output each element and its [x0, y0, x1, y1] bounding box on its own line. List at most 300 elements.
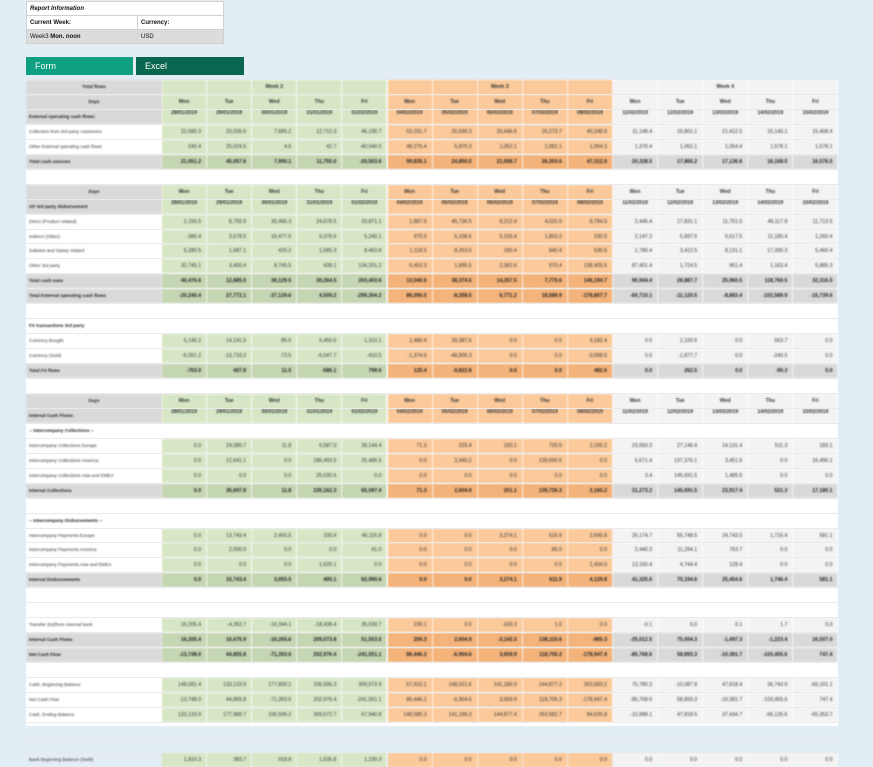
value-cell[interactable]: 25,273.7 [523, 125, 568, 139]
value-cell[interactable]: 0.0 [162, 469, 207, 483]
value-cell[interactable]: 20,446.6 [478, 125, 523, 139]
value-cell[interactable]: -410.5 [342, 349, 387, 363]
value-cell[interactable]: 0.0 [207, 469, 252, 483]
value-cell[interactable]: 141,186.9 [478, 678, 523, 692]
value-cell[interactable]: 0.0 [793, 618, 838, 632]
value-cell[interactable]: -73.5 [252, 349, 297, 363]
value-cell[interactable]: 0.0 [793, 543, 838, 557]
value-cell[interactable]: -6,047.7 [297, 349, 342, 363]
tab-excel[interactable]: Excel [136, 57, 244, 75]
value-cell[interactable]: 133,133.9 [162, 708, 207, 722]
value-cell[interactable]: 6,452.3 [388, 259, 433, 273]
value-cell[interactable]: 1,085.3 [297, 244, 342, 258]
value-cell[interactable]: 2,455.5 [252, 529, 297, 543]
value-cell[interactable]: 0.0 [388, 558, 433, 572]
value-cell[interactable]: -10,988.1 [613, 708, 658, 722]
value-cell[interactable]: 145,691.5 [658, 469, 703, 483]
value-cell[interactable]: 763.7 [703, 543, 748, 557]
value-cell[interactable]: 1,480.4 [388, 334, 433, 348]
value-cell[interactable]: 27,146.4 [658, 439, 703, 453]
value-cell[interactable]: 0.0 [568, 543, 613, 557]
value-cell[interactable]: 20,590.3 [433, 125, 478, 139]
value-cell[interactable]: -10,381.7 [703, 693, 748, 707]
value-cell[interactable]: 0.0 [433, 618, 478, 632]
value-cell[interactable]: 383.7 [207, 753, 252, 767]
value-cell: 203,403.6 [342, 274, 387, 288]
value-cell[interactable]: 14,131.4 [703, 439, 748, 453]
value-cell[interactable]: 53,291.7 [388, 125, 433, 139]
value-cell[interactable]: 5,617.5 [703, 230, 748, 244]
value-cell[interactable]: 15,140.1 [748, 125, 793, 139]
value-cell[interactable]: 0.0 [342, 558, 387, 572]
value-cell[interactable]: 24,743.5 [703, 529, 748, 543]
value-cell[interactable]: 8,784.5 [568, 215, 613, 229]
value-cell[interactable]: 85.5 [252, 334, 297, 348]
value-cell[interactable]: 39,144.4 [342, 439, 387, 453]
value-cell[interactable]: 84,635.8 [568, 708, 613, 722]
value-cell[interactable]: 21,412.5 [703, 125, 748, 139]
value-cell[interactable]: 2,440.3 [613, 543, 658, 557]
value-cell[interactable]: 240.4 [162, 140, 207, 154]
value-cell[interactable]: 202,976.4 [297, 693, 342, 707]
value-cell[interactable]: 0.0 [568, 753, 613, 767]
value-cell[interactable]: -66,126.6 [748, 708, 793, 722]
value-cell[interactable]: 0.0 [748, 469, 793, 483]
value-cell[interactable]: 1,578.1 [793, 140, 838, 154]
value-cell[interactable]: 0.0 [793, 753, 838, 767]
value-cell[interactable]: 0.0 [433, 543, 478, 557]
value-cell[interactable]: 148,081.4 [162, 678, 207, 692]
value-cell[interactable]: 1,376.4 [613, 140, 658, 154]
value-cell[interactable]: 1,064.4 [703, 140, 748, 154]
value-cell[interactable]: 2,165.2 [568, 439, 613, 453]
value-cell[interactable]: 536.6 [568, 244, 613, 258]
value-cell: 400.1 [297, 573, 342, 587]
value-cell[interactable]: -103,455.6 [748, 693, 793, 707]
value-cell[interactable]: 1,780.4 [613, 244, 658, 258]
value-cell[interactable]: 16,801.1 [658, 125, 703, 139]
value-cell[interactable]: -48,805.3 [433, 349, 478, 363]
value-cell[interactable]: 128.4 [703, 558, 748, 572]
value-cell[interactable]: 0.0 [748, 454, 793, 468]
value-cell[interactable]: 747.4 [793, 693, 838, 707]
value-cell[interactable]: 3.4 [613, 469, 658, 483]
value-cell[interactable]: 25,030.6 [297, 469, 342, 483]
value-cell[interactable]: 5,460.4 [793, 244, 838, 258]
value-cell[interactable]: 30,466.3 [252, 215, 297, 229]
value-cell[interactable]: 5,671.4 [613, 454, 658, 468]
value-cell[interactable]: -65,353.7 [793, 708, 838, 722]
value-cell[interactable]: 0.0 [703, 753, 748, 767]
grid-line [26, 169, 838, 170]
value-cell[interactable]: 1,724.5 [658, 259, 703, 273]
value-cell[interactable]: 4.6 [252, 140, 297, 154]
value-cell[interactable]: 118,705.3 [523, 693, 568, 707]
value-cell[interactable]: 3,274.1 [478, 529, 523, 543]
value-cell[interactable]: 17,390.3 [748, 244, 793, 258]
value-cell[interactable]: 1,716.4 [748, 529, 793, 543]
value-cell[interactable]: 8,463.8 [342, 244, 387, 258]
value-cell[interactable]: -1,877.7 [658, 349, 703, 363]
value-cell[interactable]: 24,080.7 [207, 439, 252, 453]
day-name: Tue [675, 98, 685, 105]
value-cell[interactable]: 0.0 [388, 469, 433, 483]
value-cell[interactable]: 0.0 [388, 529, 433, 543]
value-cell[interactable]: 137,376.1 [658, 454, 703, 468]
value-cell[interactable]: 0.0 [748, 558, 793, 572]
value-cell[interactable]: 0.0 [433, 558, 478, 572]
value-cell[interactable]: 1.0 [523, 618, 568, 632]
value-cell[interactable]: 0.0 [793, 349, 838, 363]
value-cell[interactable]: 0.0 [342, 469, 387, 483]
value-cell[interactable]: 86,446.2 [388, 693, 433, 707]
value-cell[interactable]: 0.0 [703, 349, 748, 363]
value-cell[interactable]: 26,174.7 [613, 529, 658, 543]
value-cell[interactable]: 25,486.5 [342, 454, 387, 468]
value-cell[interactable]: -6,904.6 [433, 693, 478, 707]
value-cell[interactable]: 46,117.8 [748, 215, 793, 229]
value-cell[interactable]: 86.0 [523, 543, 568, 557]
value-cell[interactable]: 1,895.5 [433, 259, 478, 273]
value-cell[interactable]: 0.0 [433, 753, 478, 767]
value-cell[interactable]: 0.0 [613, 753, 658, 767]
currency-value[interactable]: USD [138, 30, 224, 44]
value-cell[interactable]: 8,212.4 [478, 215, 523, 229]
value-cell[interactable]: 0.0 [207, 558, 252, 572]
value-cell[interactable]: 720.5 [523, 439, 568, 453]
value-cell[interactable]: 0.0 [478, 334, 523, 348]
value-cell[interactable]: 44,855.8 [207, 693, 252, 707]
value-cell[interactable]: 225.4 [433, 439, 478, 453]
value-cell[interactable]: 0.0 [162, 529, 207, 543]
value-cell[interactable]: 239.1 [388, 618, 433, 632]
value-cell[interactable]: -241,551.1 [342, 693, 387, 707]
value-cell[interactable]: 0.0 [478, 469, 523, 483]
value-cell[interactable]: 20,035.6 [207, 125, 252, 139]
value-cell[interactable]: 100.4 [297, 529, 342, 543]
value-cell[interactable]: 67,940.8 [342, 708, 387, 722]
value-cell[interactable]: 42.7 [297, 140, 342, 154]
value-cell[interactable]: 0.0 [388, 454, 433, 468]
value-cell[interactable]: 16,205.4 [162, 618, 207, 632]
value-cell[interactable]: 1,118.5 [388, 244, 433, 258]
blank-row [26, 304, 838, 318]
value-cell[interactable]: 41.0 [342, 543, 387, 557]
value-cell[interactable]: 5,378.6 [297, 230, 342, 244]
value-cell[interactable]: -66,101.1 [793, 678, 838, 692]
value-cell[interactable]: 24,678.5 [297, 215, 342, 229]
value-cell[interactable]: 1,853.2 [523, 230, 568, 244]
value-cell[interactable]: 1,163.4 [748, 259, 793, 273]
value-cell[interactable]: 0.0 [523, 334, 568, 348]
value-cell[interactable]: 0.0 [478, 454, 523, 468]
value-cell[interactable]: 0.0 [793, 558, 838, 572]
value-cell[interactable]: 4,031.6 [523, 215, 568, 229]
value-cell[interactable]: 47,818.4 [703, 678, 748, 692]
value-cell[interactable]: -13,748.0 [162, 693, 207, 707]
value-cell[interactable]: 0.0 [388, 543, 433, 557]
value-cell[interactable]: 1.7 [748, 618, 793, 632]
value-cell[interactable]: 5,108.6 [433, 230, 478, 244]
value-cell[interactable]: 1,062.1 [658, 140, 703, 154]
value-cell[interactable]: -10,087.8 [658, 678, 703, 692]
value-cell[interactable]: 1,260.4 [793, 230, 838, 244]
value-cell[interactable]: 134,201.2 [342, 259, 387, 273]
value-cell[interactable]: 470.5 [388, 230, 433, 244]
value-cell[interactable]: 263,582.7 [523, 708, 568, 722]
value-cell[interactable]: 11,751.5 [703, 215, 748, 229]
value-cell[interactable]: 48,276.4 [388, 140, 433, 154]
value-cell[interactable]: 5,870.3 [433, 140, 478, 154]
value-cell[interactable]: 0.0 [297, 543, 342, 557]
value-cell[interactable]: 183.1 [793, 439, 838, 453]
value-cell[interactable]: 58,893.3 [658, 693, 703, 707]
current-week-value[interactable] [27, 30, 138, 44]
value-cell: 20,328.5 [613, 155, 658, 169]
value-cell[interactable]: -1,374.6 [388, 349, 433, 363]
value-cell[interactable]: 0.0 [252, 543, 297, 557]
value-cell[interactable]: 183.1 [478, 439, 523, 453]
value-cell[interactable]: 3,659.9 [478, 693, 523, 707]
value-cell[interactable]: 438.1 [297, 259, 342, 273]
value-cell[interactable]: 4,182.4 [568, 334, 613, 348]
value-cell[interactable]: 309,572.7 [297, 708, 342, 722]
value-cell[interactable]: 2,000.0 [207, 543, 252, 557]
value-cell[interactable]: 0.0 [433, 529, 478, 543]
value-cell[interactable]: 1,578.1 [748, 140, 793, 154]
value-cell[interactable]: 32,745.1 [162, 259, 207, 273]
value-cell[interactable]: 3,450.4 [207, 259, 252, 273]
day-date: 05/02/2019 [441, 408, 468, 415]
value-cell[interactable]: 0.0 [162, 543, 207, 557]
value-cell[interactable]: 144,877.2 [523, 678, 568, 692]
value-cell[interactable]: 0.0 [433, 469, 478, 483]
value-cell[interactable]: 7,685.2 [252, 125, 297, 139]
value-cell[interactable]: 2,382.6 [478, 259, 523, 273]
value-cell[interactable]: 11,713.5 [793, 215, 838, 229]
value-cell[interactable]: 5,450.6 [297, 334, 342, 348]
value-cell[interactable]: 45,736.5 [433, 215, 478, 229]
value-cell[interactable]: 309,572.9 [342, 678, 387, 692]
value-cell[interactable]: 106,596.3 [297, 678, 342, 692]
value-cell[interactable]: 2,100.5 [658, 334, 703, 348]
value-cell[interactable]: 1,310.1 [342, 334, 387, 348]
tab-form[interactable]: Form [26, 57, 133, 75]
value-cell[interactable]: 2,445.4 [613, 215, 658, 229]
value-cell[interactable]: 22,580.3 [162, 125, 207, 139]
value-cell[interactable]: 33,871.1 [342, 215, 387, 229]
value-cell: 118,705.3 [523, 648, 568, 662]
value-cell[interactable]: -380.4 [162, 230, 207, 244]
value-cell[interactable]: 55,748.5 [658, 529, 703, 543]
value-cell[interactable]: 0.0 [252, 454, 297, 468]
value-cell[interactable]: 5,885.3 [793, 259, 838, 273]
value-cell[interactable]: 46,195.7 [342, 125, 387, 139]
value-cell[interactable]: -100.3 [478, 618, 523, 632]
value-cell[interactable]: 1,887.6 [388, 215, 433, 229]
value-cell[interactable]: 0.0 [162, 454, 207, 468]
value-cell[interactable]: 0.0 [568, 469, 613, 483]
value-cell[interactable]: 0.0 [793, 469, 838, 483]
value-cell[interactable]: 0.0 [478, 543, 523, 557]
value-cell[interactable]: 1,052.1 [478, 140, 523, 154]
value-cell[interactable]: 0.0 [478, 558, 523, 572]
value-cell[interactable]: 515.9 [523, 529, 568, 543]
value-cell[interactable]: 5,155.4 [478, 230, 523, 244]
value-cell[interactable]: 177,989.7 [207, 708, 252, 722]
value-cell[interactable]: 106,596.2 [252, 708, 297, 722]
value-cell[interactable]: 3,412.5 [658, 244, 703, 258]
value-cell[interactable]: 4,744.4 [658, 558, 703, 572]
blank-row [26, 723, 838, 737]
value-cell[interactable]: 5,140.2 [162, 334, 207, 348]
value-cell[interactable]: 0.0 [523, 349, 568, 363]
value-cell[interactable]: -16,344.1 [252, 618, 297, 632]
value-cell[interactable]: 1,485.5 [703, 469, 748, 483]
value-cell[interactable]: 0.0 [613, 334, 658, 348]
value-cell[interactable]: 0.0 [568, 454, 613, 468]
value-cell[interactable]: 0.0 [658, 618, 703, 632]
value-cell[interactable]: 35,030.7 [342, 618, 387, 632]
value-cell[interactable]: 961.4 [703, 259, 748, 273]
value-cell[interactable]: -40,040.5 [342, 140, 387, 154]
value-cell[interactable]: 8,131.1 [703, 244, 748, 258]
value-cell[interactable]: 12,641.1 [207, 454, 252, 468]
value-cell[interactable]: 940.4 [523, 244, 568, 258]
value-cell[interactable]: 148,585.3 [388, 708, 433, 722]
value-cell[interactable]: 1,620.1 [297, 558, 342, 572]
value-cell[interactable]: 5,280.5 [162, 244, 207, 258]
value-cell[interactable]: -178,947.4 [568, 693, 613, 707]
value-cell[interactable]: 5,240.1 [342, 230, 387, 244]
day-date: 07/02/2019 [531, 408, 558, 415]
value-cell[interactable]: 180.4 [478, 244, 523, 258]
value-cell[interactable]: 0.0 [703, 334, 748, 348]
value-cell[interactable]: 2,695.8 [568, 529, 613, 543]
value-cell[interactable]: 40,248.6 [568, 125, 613, 139]
value-cell[interactable]: 139,690.6 [523, 454, 568, 468]
value-cell[interactable]: 0.0 [478, 349, 523, 363]
value-cell[interactable]: 23,550.3 [613, 439, 658, 453]
value-cell[interactable]: 263,583.2 [568, 678, 613, 692]
value-cell[interactable]: 6,587.0 [297, 439, 342, 453]
value-cell[interactable]: 8,755.9 [207, 215, 252, 229]
value-cell[interactable]: 8,353.6 [433, 244, 478, 258]
value-cell[interactable]: 141,186.3 [433, 708, 478, 722]
value-cell[interactable]: 13,160.4 [613, 558, 658, 572]
value-cell[interactable]: 11,294.1 [658, 543, 703, 557]
value-cell[interactable]: 5,897.5 [658, 230, 703, 244]
value-cell[interactable]: 0.0 [793, 334, 838, 348]
value-cell[interactable]: 563.7 [748, 334, 793, 348]
value-cell[interactable]: -13,733.2 [207, 349, 252, 363]
value-cell[interactable]: 0.0 [252, 469, 297, 483]
value-cell[interactable]: -18,438.4 [297, 618, 342, 632]
value-cell[interactable]: -6,051.2 [162, 349, 207, 363]
value-cell[interactable]: 16,490.1 [793, 454, 838, 468]
value-cell[interactable]: 25,024.5 [207, 140, 252, 154]
value-cell[interactable]: 37,434.7 [703, 708, 748, 722]
value-cell[interactable]: 0.0 [523, 469, 568, 483]
value-cell[interactable]: 0.0 [658, 753, 703, 767]
value-cell[interactable]: 0.1 [703, 618, 748, 632]
value-cell[interactable]: 17,831.1 [658, 215, 703, 229]
value-cell[interactable]: 2,150.5 [162, 215, 207, 229]
value-cell[interactable]: 13,743.4 [207, 529, 252, 543]
value-cell[interactable]: 16,477.6 [252, 230, 297, 244]
value-cell[interactable]: 75,780.3 [613, 678, 658, 692]
value-cell[interactable]: 144,877.4 [478, 708, 523, 722]
value-cell[interactable]: 0.0 [478, 753, 523, 767]
value-cell[interactable]: 138,405.6 [568, 259, 613, 273]
value-cell[interactable]: 148,021.6 [433, 678, 478, 692]
value-cell[interactable]: -3,698.6 [568, 349, 613, 363]
value-cell[interactable]: 0.0 [748, 753, 793, 767]
value-cell[interactable]: 0.0 [388, 753, 433, 767]
value-cell[interactable]: 581.1 [793, 529, 838, 543]
value-cell[interactable]: 0.0 [162, 558, 207, 572]
value-cell[interactable]: 71.3 [388, 439, 433, 453]
value-cell[interactable]: 0.0 [613, 349, 658, 363]
value-cell[interactable]: 8,745.5 [252, 259, 297, 273]
value-cell[interactable]: 12,712.3 [297, 125, 342, 139]
value-cell[interactable]: 1,687.1 [207, 244, 252, 258]
value-cell[interactable]: 39,387.6 [433, 334, 478, 348]
value-cell[interactable]: 970.4 [523, 259, 568, 273]
value-cell[interactable]: 36,743.9 [748, 678, 793, 692]
value-cell[interactable]: 1,535.8 [297, 753, 342, 767]
value-cell[interactable]: 0.0 [568, 618, 613, 632]
value-cell[interactable]: 2,147.2 [613, 230, 658, 244]
value-cell[interactable]: 14,141.5 [207, 334, 252, 348]
value-cell[interactable]: 511.3 [748, 439, 793, 453]
value-cell[interactable]: 15,408.4 [793, 125, 838, 139]
value-cell[interactable]: 1,434.0 [568, 558, 613, 572]
value-cell[interactable]: 0.0 [523, 753, 568, 767]
value-cell[interactable]: 67,910.1 [388, 678, 433, 692]
value-cell[interactable]: 177,800.1 [252, 678, 297, 692]
value-cell[interactable]: 1,230.3 [342, 753, 387, 767]
value-cell[interactable]: 133,133.9 [207, 678, 252, 692]
value-cell[interactable]: -0.1 [613, 618, 658, 632]
value-cell[interactable]: 425.2 [252, 244, 297, 258]
value-cell[interactable]: 46,115.8 [342, 529, 387, 543]
value-cell[interactable]: 230.5 [568, 230, 613, 244]
value-cell[interactable]: 0.0 [252, 558, 297, 572]
value-cell[interactable]: 3,578.5 [207, 230, 252, 244]
value-cell[interactable]: 47,818.5 [658, 708, 703, 722]
value-cell[interactable]: 1,081.1 [523, 140, 568, 154]
value-cell[interactable]: -240.5 [748, 349, 793, 363]
value-cell[interactable]: 11.8 [252, 439, 297, 453]
value-cell[interactable]: 1,810.3 [162, 753, 207, 767]
value-cell[interactable]: 0.0 [748, 543, 793, 557]
value-cell[interactable]: -4,352.7 [207, 618, 252, 632]
value-cell[interactable]: 87,401.4 [613, 259, 658, 273]
value-cell[interactable]: 11,148.4 [613, 125, 658, 139]
value-cell[interactable]: -71,393.6 [252, 693, 297, 707]
row-label: Collection from 3rd party customers [29, 128, 102, 134]
value-cell[interactable]: 11,180.4 [748, 230, 793, 244]
value-cell[interactable]: 2,440.2 [433, 454, 478, 468]
value-cell[interactable]: 0.0 [162, 439, 207, 453]
value-cell[interactable]: 186,493.5 [297, 454, 342, 468]
value-cell[interactable]: 1,064.3 [568, 140, 613, 154]
value-cell[interactable]: 918.8 [252, 753, 297, 767]
value-cell[interactable]: 0.0 [523, 558, 568, 572]
value-cell[interactable]: 3,451.6 [703, 454, 748, 468]
value-cell[interactable]: -85,768.6 [613, 693, 658, 707]
